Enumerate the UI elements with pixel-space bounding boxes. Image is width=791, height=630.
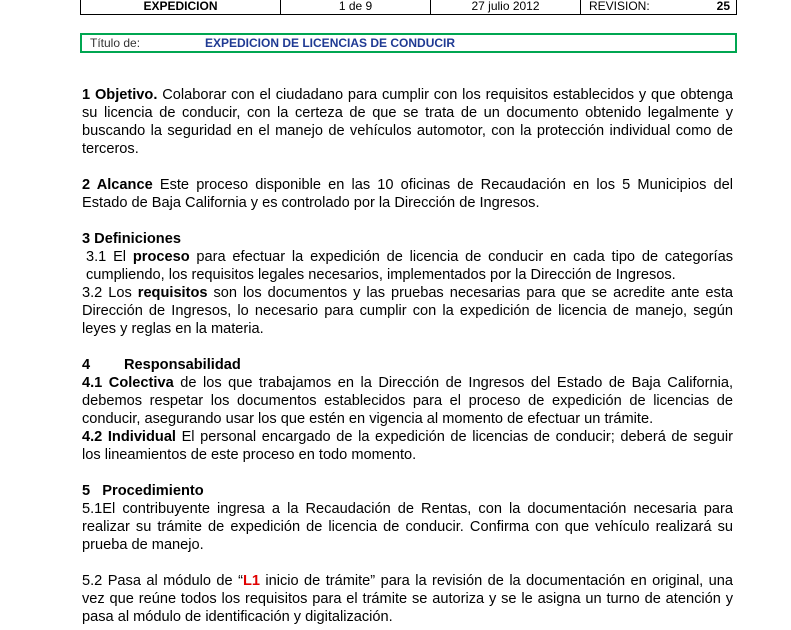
procedimiento-5-2 <box>82 572 733 626</box>
revision-label: REVISION: <box>589 0 650 13</box>
proc52-text: inicio de trámite” para la revisión de la documentación en original, una vez que reúne todos los requisitos para el trámite se autoriza y se le asigna un turno de atención y pasa al módulo de identificación y digitalización. <box>82 573 733 625</box>
resp42-text: El personal encargado de la expedición de licencias de conducir; deberá de seguir los lineamientos de este proceso en todo momento. <box>82 429 733 463</box>
def31-term: proceso <box>132 249 190 265</box>
resp41-heading: 4.1 Colectiva <box>82 375 174 391</box>
def32-term: requisitos <box>137 285 208 301</box>
revision-value: 25 <box>716 0 730 13</box>
header-page-cell: 1 de 9 <box>281 0 431 14</box>
proc51-text: 5.1El contribuyente ingresa a la Recaudación de Rentas, con la documentación necesaria para realizar su trámite de expedición de licencia de conducir. Confirma con que vehículo realizará su prueba de manejo. <box>82 501 733 553</box>
definiciones-heading-text: 3 Definiciones <box>82 231 181 247</box>
def32-prefix: 3.2 Los <box>82 285 138 301</box>
alcance-heading: 2 Alcance <box>82 177 153 193</box>
document-header-table <box>80 0 737 15</box>
title-label: Título de: <box>90 36 141 50</box>
proc52-prefix: 5.2 Pasa al módulo de “ <box>82 573 243 589</box>
section-objetivo <box>82 86 733 158</box>
resp42-heading: 4.2 Individual <box>82 429 176 445</box>
responsabilidad-4-1 <box>82 374 733 428</box>
header-date-cell: 27 julio 2012 <box>431 0 581 14</box>
document-title-box <box>80 33 737 53</box>
objetivo-heading: 1 Objetivo. <box>82 87 158 103</box>
definiciones-heading <box>82 230 733 248</box>
definition-3-1 <box>82 248 733 284</box>
def31-text: para efectuar la expedición de licencia de conducir en cada tipo de categorías cumpliendo, los requisitos legales necesarios, implementados por la Dirección de Ingresos. <box>86 249 733 283</box>
resp-heading-text: Responsabilidad <box>124 357 241 373</box>
section-alcance <box>82 176 733 212</box>
document-body <box>82 86 733 626</box>
responsabilidad-4-2 <box>82 428 733 464</box>
definition-3-2 <box>82 284 733 338</box>
title-value: EXPEDICION DE LICENCIAS DE CONDUCIR <box>205 36 456 50</box>
procedimiento-heading <box>82 482 733 500</box>
proc52-module-code: L1 <box>242 573 260 589</box>
responsabilidad-heading <box>82 356 733 374</box>
proc-heading-text: 5 Procedimiento <box>82 483 204 499</box>
def32-text: son los documentos y las pruebas necesarias para que se acredite ante esta Dirección de Ingresos, lo necesario para cumplir con la expedición de licencia de manejo, según leyes y reglas en la materia. <box>82 285 733 337</box>
alcance-text: Este proceso disponible en las 10 oficinas de Recaudación en los 5 Municipios del Estado de Baja California y es controlado por la Dirección de Ingresos. <box>82 177 733 211</box>
resp41-text: de los que trabajamos en la Dirección de Ingresos del Estado de Baja California, debemos respetar los documentos establecidos para el proceso de expedición de licencias de conducir, asegurando usar los que estén en vigencia al momento de efectuar un trámite. <box>82 375 734 427</box>
resp-number: 4 <box>82 357 91 373</box>
procedimiento-5-1 <box>82 500 733 554</box>
header-process-cell: EXPEDICION <box>81 0 281 14</box>
objetivo-text: Colaborar con el ciudadano para cumplir con los requisitos establecidos y que obtenga su licencia de conducir, con la certeza de que se trata de un documento obtenido legalmente y buscando la seguridad en el manejo de vehículos automotor, con la protección individual como de terceros. <box>82 87 733 157</box>
def31-prefix: 3.1 El <box>86 249 133 265</box>
header-revision-cell <box>581 0 736 14</box>
